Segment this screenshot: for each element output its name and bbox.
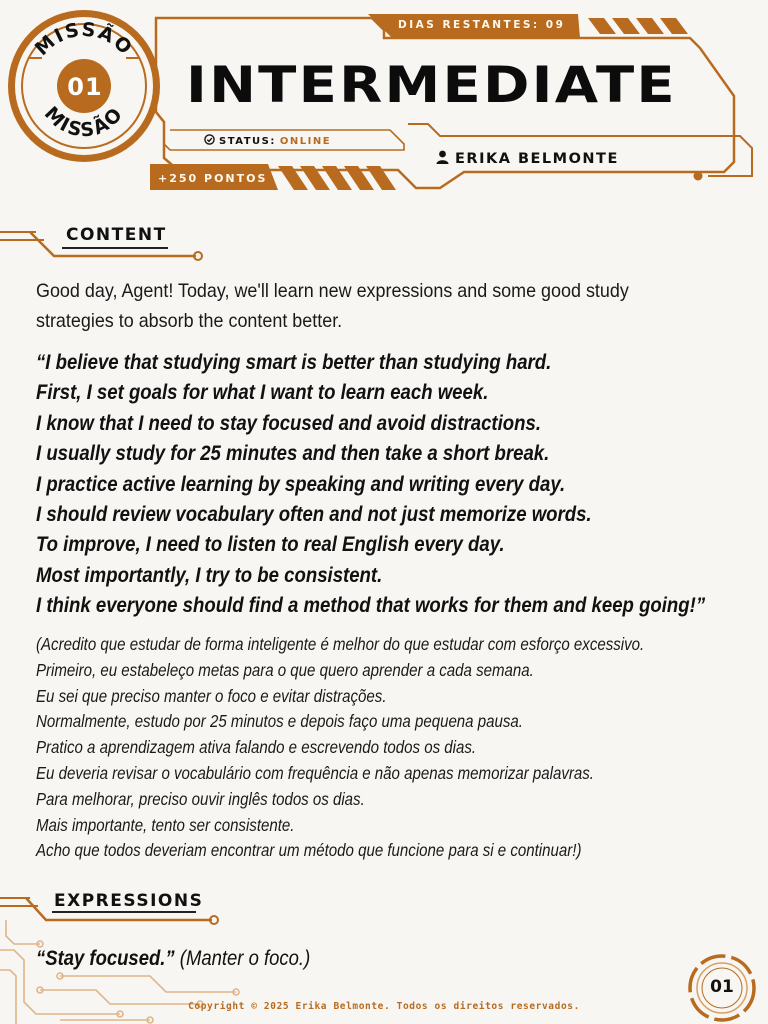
translation-line: Normalmente, estudo por 25 minutos e depois faço uma pequena pausa.	[36, 711, 523, 732]
expression-item	[36, 944, 310, 974]
author-name: ERIKA BELMONTE	[455, 151, 619, 167]
days-remaining: DIAS RESTANTES: 09	[398, 19, 566, 31]
translation-line: Eu deveria revisar o vocabulário com frequência e não apenas memorizar palavras.	[36, 762, 594, 783]
user-icon	[436, 150, 449, 169]
quote-line: I practice active learning by speaking and writing every day.	[36, 472, 566, 496]
quote-line: I think everyone should find a method that works for them and keep going!”	[36, 594, 706, 618]
status-row	[204, 134, 331, 150]
author-row	[436, 150, 619, 168]
check-circle-icon	[204, 134, 215, 151]
expression-english: “Stay focused.”	[36, 947, 175, 970]
badge-number: 01	[67, 73, 103, 101]
translation-line: Primeiro, eu estabeleço metas para o que quero aprender a cada semana.	[36, 659, 534, 680]
translation-line: Acho que todos deveriam encontrar um método que funcione para si e continuar!)	[36, 840, 582, 861]
quote-line: First, I set goals for what I want to learn each week.	[36, 381, 489, 405]
content-heading: CONTENT	[66, 225, 167, 245]
expression-portuguese: (Manter o foco.)	[179, 947, 311, 970]
badge-word-top: MISSÃO	[30, 18, 138, 61]
status-value: ONLINE	[279, 136, 332, 147]
stripes-top	[588, 18, 688, 34]
quote-line: I should review vocabulary often and not just memorize words.	[36, 503, 592, 527]
quote-block	[36, 348, 706, 622]
translation-line: (Acredito que estudar de forma inteligente é melhor do que estudar com esforço excessivo.	[36, 634, 645, 654]
translation-block	[36, 632, 672, 864]
quote-line: Most importantly, I try to be consistent.	[36, 563, 383, 587]
expressions-heading: EXPRESSIONS	[54, 891, 204, 911]
badge-word-bottom: MISSÃO	[39, 102, 129, 142]
translation-line: Para melhorar, preciso ouvir inglês todos os dias.	[36, 788, 365, 809]
copyright: Copyright © 2025 Erika Belmonte. Todos os direitos reservados.	[188, 1001, 580, 1012]
intro-paragraph: Good day, Agent! Today, we'll learn new expressions and some good study strategies to absorb the content better.	[36, 280, 629, 332]
quote-line: “I believe that studying smart is better than studying hard.	[36, 351, 552, 374]
points-badge: +250 PONTOS	[158, 172, 268, 185]
page-number: 01	[710, 977, 734, 997]
page-title: INTERMEDIATE	[186, 56, 677, 114]
status-label: STATUS:	[219, 136, 276, 147]
quote-line: To improve, I need to listen to real English every day.	[36, 533, 505, 557]
quote-line: I usually study for 25 minutes and then take a short break.	[36, 442, 550, 466]
translation-line: Eu sei que preciso manter o foco e evitar distrações.	[36, 685, 387, 706]
quote-line: I know that I need to stay focused and avoid distractions.	[36, 411, 541, 435]
translation-line: Pratico a aprendizagem ativa falando e escrevendo todos os dias.	[36, 737, 477, 758]
translation-line: Mais importante, tento ser consistente.	[36, 814, 295, 835]
